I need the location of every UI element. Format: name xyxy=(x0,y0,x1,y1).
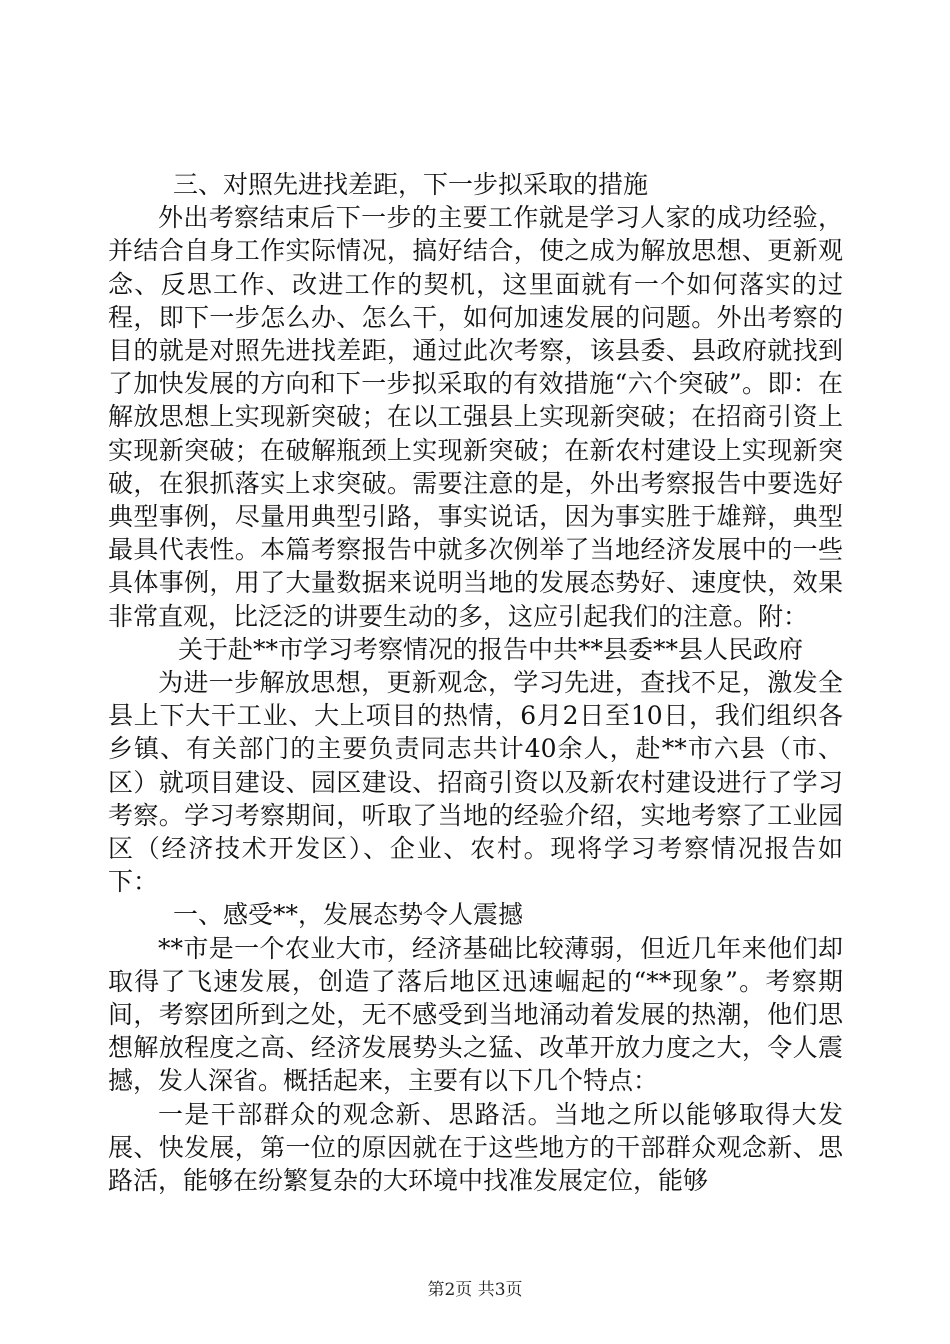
paragraph-overview: **市是一个农业大市，经济基础比较薄弱，但近几年来他们却取得了飞速发展，创造了落后地区迅速崛起的“**现象”。考察期间，考察团所到之处，无不感受到当地涌动着发展的热潮，他们思想解放程度之高、经济发展势头之猛、改革开放力度之大，令人震撼，发人深省。概括起来，主要有以下几个特点： xyxy=(108,933,843,1096)
paragraph-point-one: 一是干部群众的观念新、思路活。当地之所以能够取得大发展、快发展，第一位的原因就在于这些地方的干部群众观念新、思路活，能够在纷繁复杂的大环境中找准发展定位，能够 xyxy=(108,1099,843,1196)
report-title-line: 关于赴**市学习考察情况的报告中共**县委**县人民政府 xyxy=(178,634,804,664)
paragraph-commentary: 外出考察结束后下一步的主要工作就是学习人家的成功经验，并结合自身工作实际情况，搞好结合，使之成为解放思想、更新观念、反思工作、改进工作的契机，这里面就有一个如何落实的过程，即下一步怎么办、怎么干，如何加速发展的问题。外出考察的目的就是对照先进找差距，通过此次考察，该县委、县政府就找到了加快发展的方向和下一步拟采取的有效措施“六个突破”。即：在解放思想上实现新突破；在以工强县上实现新突破；在招商引资上实现新突破；在破解瓶颈上实现新突破；在新农村建设上实现新突破，在狠抓落实上求突破。需要注意的是，外出考察报告中要选好典型事例，尽量用典型引路，事实说话，因为事实胜于雄辩，典型最具代表性。本篇考察报告中就多次例举了当地经济发展中的一些具体事例，用了大量数据来说明当地的发展态势好、速度快，效果非常直观，比泛泛的讲要生动的多，这应引起我们的注意。附： xyxy=(108,203,843,631)
paragraph-intro: 为进一步解放思想，更新观念，学习先进，查找不足，激发全县上下大干工业、大上项目的热情，6月2日至10日，我们组织各乡镇、有关部门的主要负责同志共计40余人，赴**市六县（市、区）就项目建设、园区建设、招商引资以及新农村建设进行了学习考察。学习考察期间，听取了当地的经验介绍，实地考察了工业园区（经济技术开发区）、企业、农村。现将学习考察情况报告如下： xyxy=(108,668,843,897)
section-heading-1: 一、感受**，发展态势令人震撼 xyxy=(173,900,524,930)
section-heading-3: 三、对照先进找差距，下一步拟采取的措施 xyxy=(173,170,649,199)
document-body xyxy=(108,168,843,1197)
page-footer: 第2页 共3页 xyxy=(427,1280,523,1300)
